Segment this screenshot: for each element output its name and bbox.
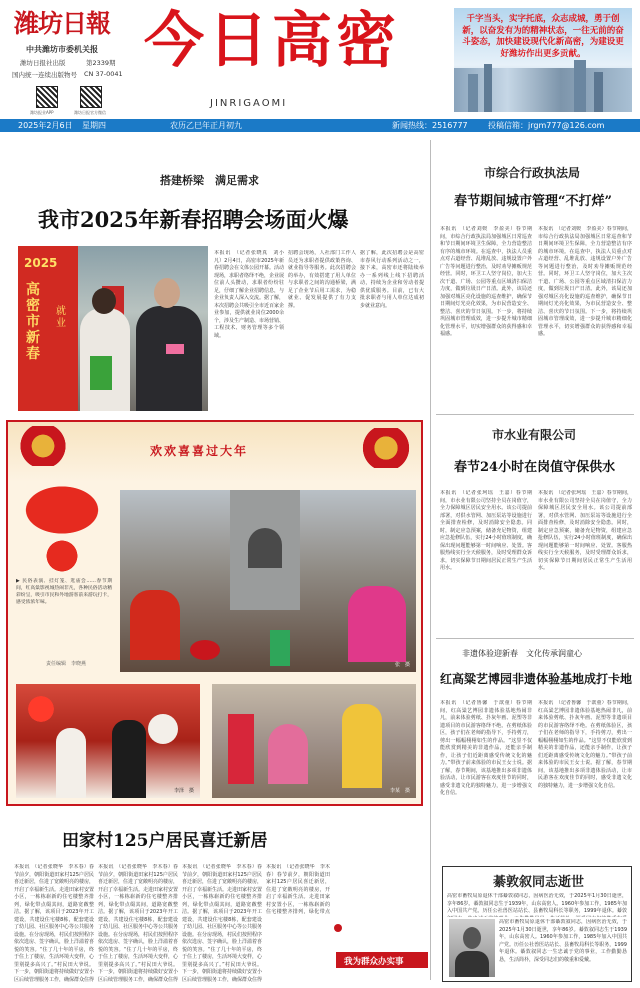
qr-code-wechat[interactable] (80, 86, 102, 108)
lead-body-col3: 据了解，此次招聘会是高密市春风行动系列活动之一，接下来，高密市还将陆续举办一系列线上线下招聘活动，持续为企业和劳动者提供优质服务。目前，已有大批求职者与用人单位达成初步就业意向。 (360, 250, 424, 309)
ad-building (468, 74, 478, 112)
obituary-headline: 綦敦叙同志逝世 (493, 875, 585, 890)
heritage-body-col2: 本报讯 （记者鲁馨 于歆童）春节期间，红高粱艺博园非遗体验基地热闹非凡，前来体验剪纸、扑灰年画、泥塑等非遗项目的市民游客络绎不绝。在剪纸体验区，孩子们在老师的指导下，手持剪刀，剪出一幅幅栩栩如生的作品。“这里不仅能欣赏到精美的非遗作品，还能亲手制作，让孩子们近距离感受传统文化的魅力。”带孩子前来体验的市民王女士说。据了解，春节期间，该基地推出多项非遗体验活动，让市民游客在欢度佳节的同时，感受非遗文化的独特魅力，进一步增强文化自信。 (538, 700, 632, 789)
edition-line: 潍坊日报社出版 (20, 59, 66, 67)
water-body-col2: 本报讯 （记者张珂瑶 王嘉）春节期间，市水业有限公司坚持全员在岗值守，全力保障城区居民安全用水。该公司提前部署，对供水管网、加压泵站等设施进行全面排查检修，及时消除安全隐患。同时，制定应急预案，储备充足物资，组建应急抢修队伍，实行24小时值班制度，确保出现问题能够第一时间响应、处置。客服热线实行全天候服务，及时受理群众诉求，切实保障节日期间居民正常生产生活用水。 (538, 490, 632, 571)
lead-photo (18, 246, 208, 411)
parade-performer (228, 714, 254, 784)
poster-year: 2025 (24, 256, 58, 270)
issue-no: 第2339期 (86, 59, 116, 67)
performer-white (56, 728, 86, 798)
lead-headline: 我市2025年新春招聘会场面火爆 (38, 207, 349, 232)
photo-credit-1: 张 摄 (394, 662, 410, 668)
divider (436, 414, 634, 415)
lead-body-col2: 招聘会现场，人社部门工作人员还为求职者提供政策咨询、就业指导等服务。此次招聘会的举办，有效搭建了用人单位与求职者之间的沟通桥梁，满足了企业节后用工需求，为稳就业、促发展提供了有力支撑。 (288, 250, 356, 309)
drum (190, 640, 220, 660)
paper-name: 潍坊日報 (14, 9, 111, 38)
lion-dance-red (130, 590, 180, 660)
obituary-body-top: 高密市畜牧局原退休干部綦敦叙同志，因病医治无效，于2025年1月30日逝世，享年86岁。綦敦叙同志生于1939年，山东高密人。1960年参加工作，1985年加入中国共产党。历任公社兽医站站长、县畜牧局科长等职务，1999年退休。綦敦 (447, 893, 627, 914)
weekday: 星期四 (82, 121, 106, 130)
lantern (26, 694, 56, 724)
village-body-col1: 本报讯 （记者张晓华 李木春）春节前夕，朝阳街道田家村125户居民喜迁新居，住进了宽敞明亮的楼房，开启了幸福新生活。走进田家村安置小区，一栋栋崭新的住宅楼整齐排列，绿化带点缀其间，道路宽敞整洁。据了解，该项目于2023年开工建设，共建设住宅楼8栋，配套建设了幼儿园、社区服务中心等公共服务设施。在分房现场，村民们按照程序依次选房、签字确认，脸上洋溢着喜悦的笑容。“住了几十年的平房，终于住上了楼房，生活环境大变样，心里别提多高兴了。”村民田大爷说。下一步，朝阳街道将持续做好安置小区后续管理服务工作，确保群众住得 (14, 864, 94, 982)
column-divider (430, 140, 431, 980)
ad-banner (454, 8, 632, 112)
village-headline: 田家村125户居民喜迁新居 (62, 831, 268, 851)
water-body-col1: 本报讯 （记者张珂瑶 王嘉）春节期间，市水业有限公司坚持全员在岗值守，全力保障城区居民安全用水。该公司提前部署，对供水管网、加压泵站等设施进行全面排查检修，及时消除安全隐患。同时，制定应急预案，储备充足物资，组建应急抢修队伍，实行24小时值班制度，确保出现问题能够第一时间响应、处置。客服热线实行全天候服务，及时受理群众诉求，切实保障节日期间居民正常生产生活用水。 (440, 490, 532, 571)
section-title: 今日高密 (144, 6, 400, 76)
feature-frame (6, 420, 423, 806)
lantern (16, 480, 108, 540)
lion-head-right (360, 428, 412, 468)
performers-photo (16, 684, 200, 798)
qr-left-label: 潍坊报业APP (30, 110, 54, 115)
section-pinyin: JINRIGAOMI (210, 98, 288, 109)
cn-no: CN 37-0041 (84, 70, 123, 78)
green-bag (90, 356, 112, 390)
divider (436, 638, 634, 639)
parade-performer-yellow (342, 704, 382, 788)
parade-performer (268, 724, 308, 784)
parade-photo (212, 684, 416, 798)
person-head (92, 288, 116, 314)
hand-fan (148, 714, 178, 744)
portrait-head (463, 927, 481, 949)
person-dark-coat (136, 306, 202, 411)
village-body-col4: 本报讯 （记者张晓华 李木春）春节前夕，朝阳街道田家村125户居民喜迁新居，住进了宽敞明亮的楼房，开启了幸福新生活。走进田家村安置小区，一栋栋崭新的住宅楼整齐排列，绿化带点 (266, 864, 330, 914)
ad-building (594, 72, 603, 112)
water-headline: 春节24小时在岗值守保供水 (454, 460, 616, 475)
qr-right-label: 潍坊日报官方微信 (74, 110, 106, 115)
village-body-col3: 本报讯 （记者张晓华 李木春）春节前夕，朝阳街道田家村125户居民喜迁新居，住进了宽敞明亮的楼房，开启了幸福新生活。走进田家村安置小区，一栋栋崭新的住宅楼整齐排列，绿化带点缀其间，道路宽敞整洁。据了解，该项目于2023年开工建设，共建设住宅楼8栋，配套建设了幼儿园、社区服务中心等公共服务设施。在分房现场，村民们按照程序依次选房、签字确认，脸上洋溢着喜悦的笑容。“住了几十年的平房，终于住上了楼房，生活环境大变样，心里别提多高兴了。”村民田大爷说。下一步，朝阳街道将持续做好安置小区后续管理服务工作，确保群众住得 (182, 864, 262, 982)
party-emblem-icon (334, 924, 342, 932)
performer-black (112, 720, 146, 798)
gate-arch (248, 528, 282, 568)
photo-credit-3: 李某 摄 (389, 788, 410, 794)
lion-head-left (18, 426, 68, 466)
spectator-green (270, 630, 290, 666)
heritage-headline: 红高粱艺博园非遗体验基地成打卡地 (440, 672, 633, 686)
poster-side-1: 就业 (56, 306, 66, 329)
portrait-body (455, 951, 489, 977)
lunar-date: 农历乙巳年正月初九 (170, 121, 242, 130)
cmg-org: 市综合行政执法局 (484, 166, 581, 180)
feature-caption: ▶ 民俗表演、挂灯笼、逛庙会……春节期间，红高粱影视城热闹非凡，各种民俗活动精彩纷呈，吸引市民和外地游客前来游玩打卡，感受浓浓年味。 (16, 579, 112, 605)
feature-credit: 责任编辑 李晓燕 (46, 661, 87, 667)
poster-title: 高密市新春 (26, 282, 40, 362)
cn-line: 国内统一连续出版物号 (12, 71, 77, 79)
info-bar (0, 119, 640, 132)
ad-skyline (454, 68, 632, 112)
ad-text: 千字当头，实字托底，众志成城，勇于创新，以奋发有为的精神状态，一往无前的奋斗姿态，加快建设现代化新高密，为建设更好潍坊作出更多贡献。 (462, 14, 624, 59)
flyer (166, 344, 184, 354)
person-head (154, 278, 180, 308)
cmg-body-col2: 本报讯 （记者刘媛 李盈美）春节期间，市综合行政执法局加强城区日常巡查和节日期间环境卫生保障，全力营造整洁有序的城市环境。在巡查中，执法人员重点对占道经营、乱堆乱放、违规设置户外广告等问题进行整治，及时劝导摊贩规范经营。同时，环卫工人坚守岗位，加大主次干道、广场、公园等重点区域清扫保洁力度，做到垃圾日产日清。此外，该局还加强对城区亮化设施的巡查维护，确保节日期间灯光亮化效果，为市民营造安全、整洁、喜庆的节日氛围。下一步，将持续巩固城市管理成效，进一步提升城市精细化管理水平，切实增强群众的获得感和幸福感。 (538, 226, 632, 337)
ad-building (484, 64, 492, 112)
submission-email[interactable]: 投稿信箱：jrgm777@126.com (488, 121, 605, 130)
lantern (44, 538, 80, 574)
feature-banner: 欢欢喜喜过大年 (150, 444, 249, 458)
village-body-col2: 本报讯 （记者张晓华 李木春）春节前夕，朝阳街道田家村125户居民喜迁新居，住进了宽敞明亮的楼房，开启了幸福新生活。走进田家村安置小区，一栋栋崭新的住宅楼整齐排列，绿化带点缀其间，道路宽敞整洁。据了解，该项目于2023年开工建设，共建设住宅楼8栋，配套建设了幼儿园、社区服务中心等公共服务设施。在分房现场，村民们按照程序依次选房、签字确认，脸上洋溢着喜悦的笑容。“住了几十年的平房，终于住上了楼房，生活环境大变样，心里别提多高兴了。”村民田大爷说。下一步，朝阳街道将持续做好安置小区后续管理服务工作，确保群众住得 (98, 864, 178, 982)
lead-body-col1: 本报讯 （记者张晓真 刘小凡）2月4日，高密市2025年新春招聘会在文体公园开幕。活动现场，求职者络绎不绝，企业展位前人头攒动，求职者纷纷驻足，仔细了解企业招聘信息，与企业负责人深入交流。据了解，本次招聘会共吸引全市近百家企业参加，提供就业岗位2000余个，涉及生产制造、市场营销、工程技术、财务管理等多个领域。 (214, 250, 284, 339)
obituary-box (442, 866, 632, 982)
cmg-body-col1: 本报讯 （记者刘媛 李盈美）春节期间，市综合行政执法局加强城区日常巡查和节日期间环境卫生保障，全力营造整洁有序的城市环境。在巡查中，执法人员重点对占道经营、乱堆乱放、违规设置户外广告等问题进行整治，及时劝导摊贩规范经营。同时，环卫工人坚守岗位，加大主次干道、广场、公园等重点区域清扫保洁力度，做到垃圾日产日清。此外，该局还加强对城区亮化设施的巡查维护，确保节日期间灯光亮化效果，为市民营造安全、整洁、喜庆的节日氛围。下一步，将持续巩固城市管理成效，进一步提升城市精细化管理水平，切实增强群众的获得感和幸福感。 (440, 226, 532, 337)
main-festival-photo (120, 490, 416, 672)
service-banner-text: 我为群众办实事 (344, 957, 404, 967)
org-line: 中共潍坊市委机关报 (26, 45, 98, 54)
issue-date: 2025年2月6日 (18, 121, 73, 130)
ad-building (574, 60, 586, 112)
obituary-portrait (449, 919, 495, 977)
news-hotline: 新闻热线：2516777 (392, 121, 468, 130)
lead-kicker: 搭建桥梁 满足需求 (160, 174, 259, 187)
lion-dance-pink (348, 586, 406, 662)
heritage-body-col1: 本报讯 （记者鲁馨 于歆童）春节期间，红高粱艺博园非遗体验基地热闹非凡，前来体验剪纸、扑灰年画、泥塑等非遗项目的市民游客络绎不绝。在剪纸体验区，孩子们在老师的指导下，手持剪刀，剪出一幅幅栩栩如生的作品。“这里不仅能欣赏到精美的非遗作品，还能亲手制作，让孩子们近距离感受传统文化的魅力。”带孩子前来体验的市民王女士说。据了解，春节期间，该基地推出多项非遗体验活动，让市民游客在欢度佳节的同时，感受非遗文化的独特魅力，进一步增强文化自信。 (440, 700, 532, 796)
obituary-body: 高密市畜牧局原退休干部綦敦叙同志，因病医治无效，于2025年1月30日逝世，享年86岁。綦敦叙同志生于1939年，山东高密人。1960年参加工作，1985年加入中国共产党。历任公社兽医站站长、县畜牧局科长等职务，1999年退休。綦敦叙同志一生忠诚于党的事业，工作勤勤恳恳，生活简朴，深受同志们的敬重和爱戴。 (499, 919, 627, 963)
photo-credit-2: 李泽 摄 (173, 788, 194, 794)
cmg-headline: 春节期间城市管理“不打烊” (454, 194, 612, 209)
water-org: 市水业有限公司 (492, 428, 577, 442)
qr-code-app[interactable] (36, 86, 58, 108)
heritage-kicker: 非遗体验迎新春 文化传承润童心 (462, 649, 582, 658)
